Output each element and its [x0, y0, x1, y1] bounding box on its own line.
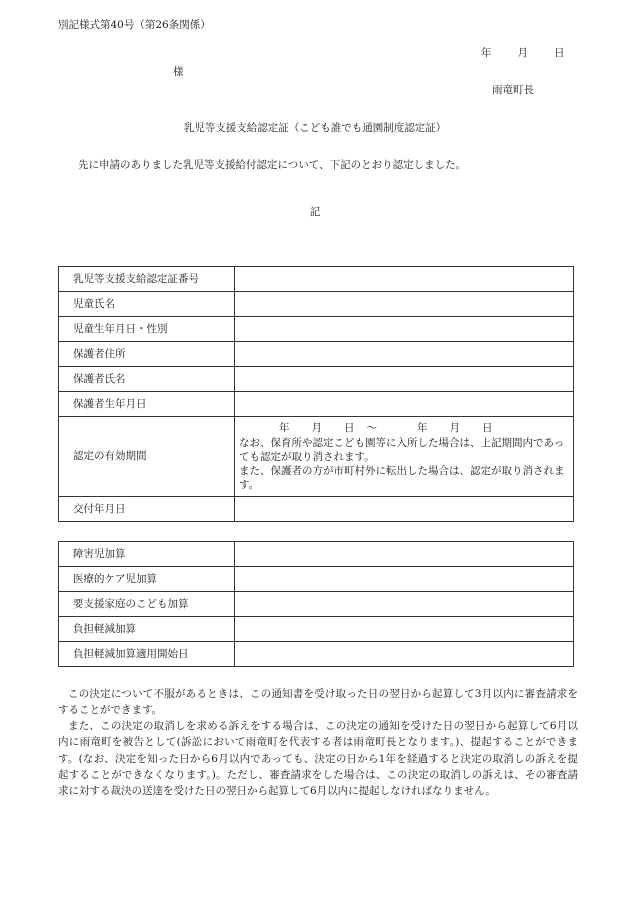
row-value	[235, 567, 574, 592]
row-value	[235, 342, 574, 367]
period-note-moveout: また、保護者の方が市町村外に転出した場合は、認定が取り消されます。	[239, 464, 565, 492]
table-row	[59, 342, 574, 367]
row-value	[235, 367, 574, 392]
table-row	[59, 592, 574, 617]
form-number: 別記様式第40号（第26条関係）	[58, 19, 211, 31]
row-label: 保護者氏名	[59, 367, 235, 392]
lawsuit-notice: また、この決定の取消しを求める訴えをする場合は、この決定の通知を受けた日の翌日から起算して6月以内に雨竜町を被告として(訴訟において雨竜町を代表する者は雨竜町長となります。)、提起することができます。(なお、決定を知った日から6月以内であっても、決定の日から1年を経過すると決定の取消しの訴えを提起することができなくなります。)。ただし、審査請求をした場合は、この決定の取消しの訴えは、その審査請求に対する裁決の送達を受けた日の翌日から起算して6月以内に提起しなければなりません。	[58, 720, 578, 798]
table-row	[59, 497, 574, 522]
range-tilde: ～	[366, 421, 377, 434]
row-label: 認定の有効期間	[59, 417, 235, 497]
table-row	[59, 292, 574, 317]
row-label: 交付年月日	[59, 497, 235, 522]
row-value	[235, 392, 574, 417]
period-note-enrollment: なお、保育所や認定こども園等に入所した場合は、上記期間内であっても認定が取り消されます。	[239, 436, 565, 463]
row-label: 要支援家庭のこども加算	[59, 592, 235, 617]
row-value	[235, 542, 574, 567]
validity-period-cell	[235, 417, 574, 497]
row-value	[235, 617, 574, 642]
date-month: 月	[517, 47, 528, 59]
from-day: 日	[344, 421, 355, 434]
table-row	[59, 567, 574, 592]
table-row	[59, 317, 574, 342]
row-label: 障害児加算	[59, 542, 235, 567]
recipient-suffix: 様	[173, 66, 184, 78]
row-value	[235, 267, 574, 292]
ki-marker: 記	[309, 206, 321, 218]
table-row	[59, 642, 574, 667]
date-day: 日	[554, 47, 565, 59]
table-row	[59, 267, 574, 292]
validity-period-row	[59, 417, 574, 497]
table-row	[59, 617, 574, 642]
from-month: 月	[311, 421, 322, 434]
row-label: 負担軽減加算	[59, 617, 235, 642]
row-label: 乳児等支援支給認定証番号	[59, 267, 235, 292]
row-label: 保護者住所	[59, 342, 235, 367]
issuer-name: 雨竜町長	[492, 84, 534, 96]
row-label: 児童氏名	[59, 292, 235, 317]
document-title: 乳児等支援支給認定証（こども誰でも通園制度認定証）	[183, 122, 447, 134]
to-day: 日	[482, 421, 493, 434]
issue-date-line	[481, 46, 565, 61]
row-value	[235, 592, 574, 617]
from-year: 年	[279, 421, 290, 434]
row-value	[235, 292, 574, 317]
row-label: 医療的ケア児加算	[59, 567, 235, 592]
period-date-range	[239, 421, 567, 436]
row-value	[235, 642, 574, 667]
row-label: 児童生年月日・性別	[59, 317, 235, 342]
row-label: 負担軽減加算適用開始日	[59, 642, 235, 667]
table-row	[59, 542, 574, 567]
appeal-notice: この決定について不服があるときは、この通知書を受け取った日の翌日から起算して3月以内に審査請求をすることができます。	[58, 688, 578, 717]
to-month: 月	[449, 421, 460, 434]
row-value	[235, 317, 574, 342]
date-year: 年	[481, 47, 492, 59]
intro-text: 先に申請のありました乳児等支援給付認定について、下記のとおり認定しました。	[78, 159, 467, 171]
to-year: 年	[417, 421, 428, 434]
addon-table	[58, 541, 574, 667]
certification-table	[58, 266, 574, 522]
table-row	[59, 367, 574, 392]
row-value	[235, 497, 574, 522]
row-label: 保護者生年月日	[59, 392, 235, 417]
table-row	[59, 392, 574, 417]
